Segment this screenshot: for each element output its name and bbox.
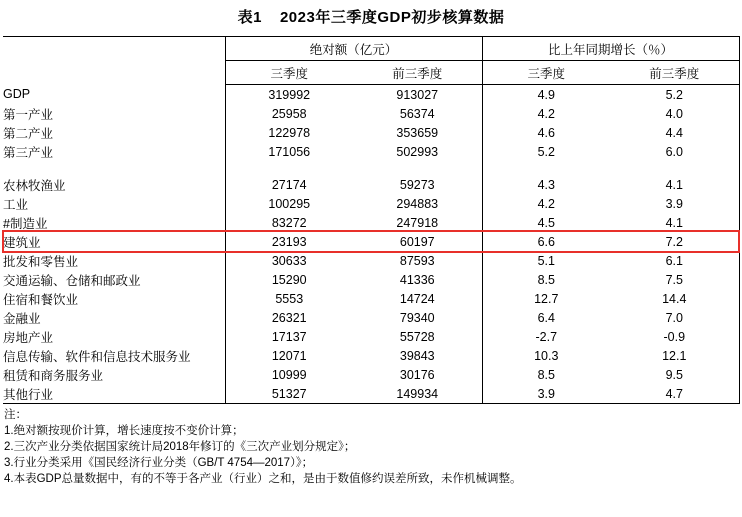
cell-growth-q1q3: 9.5 (610, 365, 739, 384)
cell-growth-q1q3: 4.1 (610, 175, 739, 194)
cell-abs-q3: 319992 (225, 85, 353, 105)
cell-abs-q3: 27174 (225, 175, 353, 194)
cell-abs-q1q3: 60197 (353, 232, 482, 251)
cell-growth-q1q3: 3.9 (610, 194, 739, 213)
row-label: 第三产业 (3, 145, 54, 160)
cell-abs-q1q3: 149934 (353, 384, 482, 404)
cell-growth-q1q3: 6.0 (610, 142, 739, 161)
header-corner-cell (3, 37, 225, 61)
row-label: 房地产业 (3, 330, 54, 345)
cell-abs-q3: 122978 (225, 123, 353, 142)
cell-growth-q1q3: 4.1 (610, 213, 739, 232)
cell-growth-q1q3: 6.1 (610, 251, 739, 270)
table-row (3, 232, 739, 251)
cell-growth-q1q3: 7.5 (610, 270, 739, 289)
cell-growth-q1q3: 5.2 (610, 85, 739, 105)
table-row (3, 384, 739, 404)
cell-growth-q3: 5.2 (537, 144, 555, 159)
subheader-growth-q1q3: 前三季度 (610, 61, 739, 85)
cell-abs-q3: 100295 (225, 194, 353, 213)
cell-growth-q3: 4.2 (537, 106, 555, 121)
row-label: 建筑业 (3, 235, 41, 250)
subheader-abs-q1q3: 前三季度 (353, 61, 482, 85)
cell-growth-q1q3: 7.0 (610, 308, 739, 327)
cell-abs-q1q3: 502993 (353, 142, 482, 161)
cell-abs-q1q3: 55728 (353, 327, 482, 346)
table-row (3, 346, 739, 365)
group-header-growth: 比上年同期增长（％） (482, 37, 739, 61)
spacer-cell (482, 161, 610, 175)
cell-abs-q3: 26321 (225, 308, 353, 327)
cell-abs-q3: 15290 (225, 270, 353, 289)
cell-abs-q3: 171056 (225, 142, 353, 161)
cell-growth-q1q3: 7.2 (610, 232, 739, 251)
row-label: 信息传输、软件和信息技术服务业 (3, 349, 191, 364)
cell-growth-q3: 4.9 (537, 87, 555, 102)
table-row (3, 142, 739, 161)
cell-growth-q3: 3.9 (482, 384, 610, 404)
spacer-cell (225, 161, 353, 175)
table-row (3, 365, 739, 384)
cell-abs-q1q3: 14724 (353, 289, 482, 308)
cell-growth-q3: 5.1 (537, 253, 555, 268)
row-label: 租赁和商务服务业 (3, 368, 104, 383)
cell-growth-q3: 10.3 (534, 348, 559, 363)
row-label: 金融业 (3, 311, 41, 326)
table-row (3, 327, 739, 346)
cell-abs-q3: 30633 (225, 251, 353, 270)
cell-growth-q3: -2.7 (535, 329, 558, 344)
table-row (3, 251, 739, 270)
cell-abs-q3: 10999 (225, 365, 353, 384)
cell-abs-q1q3: 87593 (353, 251, 482, 270)
table-row (3, 175, 739, 194)
cell-abs-q1q3: 59273 (353, 175, 482, 194)
cell-abs-q1q3: 79340 (353, 308, 482, 327)
row-label: 农林牧渔业 (3, 178, 66, 193)
cell-abs-q1q3: 294883 (353, 194, 482, 213)
note-item-1: 1.绝对额按现价计算，增长速度按不变价计算； (4, 425, 244, 437)
cell-abs-q3: 83272 (225, 213, 353, 232)
table-group-header-row (3, 37, 739, 61)
cell-abs-q3: 51327 (225, 384, 353, 404)
page-title (0, 0, 742, 36)
table-notes (0, 404, 742, 487)
subheader-abs-q3: 三季度 (225, 61, 353, 85)
row-label: 住宿和餐饮业 (3, 292, 79, 307)
table-row (3, 308, 739, 327)
table-row (3, 270, 739, 289)
cell-growth-q1q3: 4.4 (610, 123, 739, 142)
cell-abs-q3: 5553 (225, 289, 353, 308)
table-title-text: 2023年三季度GDP初步核算数据 (279, 9, 505, 26)
note-item-3: 3.行业分类采用《国民经济行业分类（GB/T 4754—2017）》； (4, 457, 314, 469)
table-row (3, 213, 739, 232)
row-label: 交通运输、仓储和邮政业 (3, 273, 141, 288)
row-label: 其他行业 (3, 384, 225, 404)
spacer-cell (353, 161, 482, 175)
subheader-growth-q3: 三季度 (482, 61, 610, 85)
cell-growth-q3: 4.2 (537, 196, 555, 211)
cell-growth-q3: 12.7 (534, 291, 559, 306)
table-row (3, 289, 739, 308)
cell-abs-q1q3: 56374 (353, 104, 482, 123)
cell-abs-q3: 17137 (225, 327, 353, 346)
table-body (3, 85, 739, 404)
cell-growth-q1q3: 4.0 (610, 104, 739, 123)
cell-abs-q1q3: 247918 (353, 213, 482, 232)
table-spacer-row (3, 161, 739, 175)
table-row (3, 85, 739, 105)
cell-growth-q3: 6.4 (537, 310, 555, 325)
cell-abs-q1q3: 353659 (353, 123, 482, 142)
cell-growth-q3: 8.5 (537, 272, 555, 287)
spacer-cell (3, 161, 225, 175)
table-number: 表1 (237, 9, 262, 26)
cell-growth-q1q3: -0.9 (610, 327, 739, 346)
gdp-table (3, 36, 740, 404)
cell-growth-q1q3: 14.4 (610, 289, 739, 308)
row-label: GDP (3, 87, 31, 102)
table-row (3, 104, 739, 123)
note-item-2: 2.三次产业分类依据国家统计局2018年修订的《三次产业划分规定》； (4, 441, 356, 453)
cell-abs-q1q3: 39843 (353, 346, 482, 365)
cell-abs-q1q3: 41336 (353, 270, 482, 289)
row-label: 批发和零售业 (3, 254, 79, 269)
row-label: #制造业 (3, 216, 48, 231)
cell-growth-q1q3: 4.7 (610, 384, 739, 404)
cell-abs-q3: 25958 (225, 104, 353, 123)
spacer-cell (610, 161, 739, 175)
table-row (3, 123, 739, 142)
cell-abs-q3: 23193 (225, 232, 353, 251)
row-label: 第一产业 (3, 107, 54, 122)
cell-growth-q1q3: 12.1 (610, 346, 739, 365)
cell-growth-q3: 6.6 (537, 234, 555, 249)
subheader-corner-cell (3, 61, 225, 85)
cell-growth-q3: 4.5 (537, 215, 555, 230)
note-item-4: 4.本表GDP总量数据中，有的不等于各产业（行业）之和，是由于数值修约误差所致，未作机械调整。 (4, 473, 522, 485)
cell-abs-q1q3: 30176 (353, 365, 482, 384)
cell-growth-q3: 8.5 (537, 367, 555, 382)
cell-abs-q1q3: 913027 (353, 85, 482, 105)
row-label: 工业 (3, 197, 29, 212)
cell-abs-q3: 12071 (225, 346, 353, 365)
cell-growth-q3: 4.3 (537, 177, 555, 192)
group-header-absolute: 绝对额（亿元） (225, 37, 482, 61)
table-row (3, 194, 739, 213)
notes-heading: 注： (4, 409, 27, 421)
table-sub-header-row (3, 61, 739, 85)
cell-growth-q3: 4.6 (537, 125, 555, 140)
row-label: 第二产业 (3, 126, 54, 141)
